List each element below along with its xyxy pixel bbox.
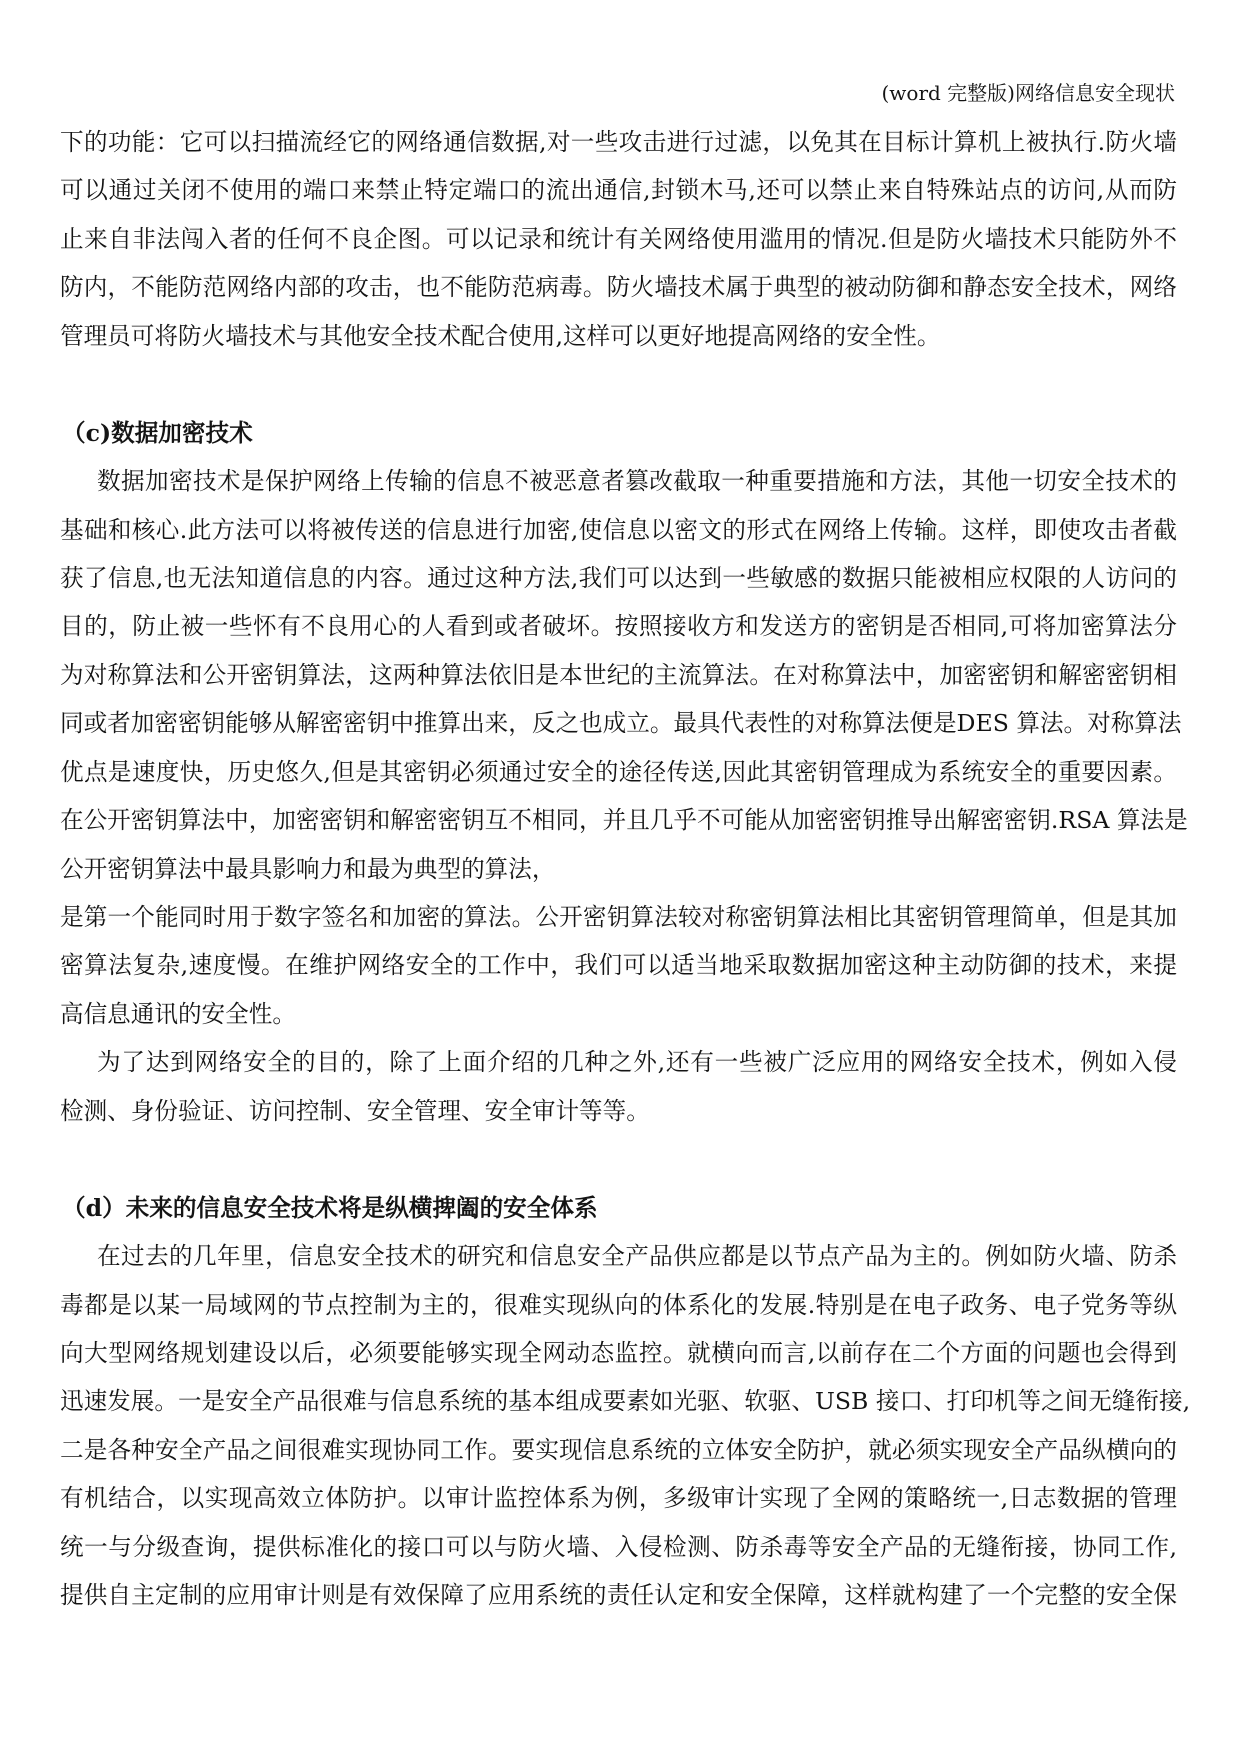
text-line: 管理员可将防火墙技术与其他安全技术配合使用,这样可以更好地提高网络的安全性。 bbox=[60, 321, 941, 350]
text-line: 数据加密技术是保护网络上传输的信息不被恶意者篡改截取一种重要措施和方法，其他一切安全技术的 bbox=[97, 467, 1177, 496]
text-line: 二是各种安全产品之间很难实现协同工作。要实现信息系统的立体安全防护，就必须实现安全产品纵横向的 bbox=[60, 1435, 1177, 1464]
text-line: 向大型网络规划建设以后，必须要能够实现全网动态监控。就横向而言,以前存在二个方面的问题也会得到 bbox=[60, 1338, 1177, 1367]
text-line: 检测、身份验证、访问控制、安全管理、安全审计等等。 bbox=[60, 1096, 650, 1125]
text-line: 在过去的几年里，信息安全技术的研究和信息安全产品供应都是以节点产品为主的。例如防火墙、防杀 bbox=[97, 1242, 1177, 1271]
text-line: 公开密钥算法中最具影响力和最为典型的算法， bbox=[60, 854, 556, 883]
text-line: 是第一个能同时用于数字签名和加密的算法。公开密钥算法较对称密钥算法相比其密钥管理简单，但是其加 bbox=[60, 903, 1177, 931]
text-line: 在公开密钥算法中，加密密钥和解密密钥互不相同，并且几乎不可能从加密密钥推导出解密密钥.RSA 算法是 bbox=[60, 806, 1188, 835]
text-line: 统一与分级查询，提供标准化的接口可以与防火墙、入侵检测、防杀毒等安全产品的无缝衔接，协同工作, bbox=[60, 1532, 1177, 1561]
text-line: 为对称算法和公开密钥算法，这两种算法依旧是本世纪的主流算法。在对称算法中，加密密钥和解密密钥相 bbox=[60, 660, 1177, 689]
text-line: 目的，防止被一些怀有不良用心的人看到或者破坏。按照接收方和发送方的密钥是否相同,可将加密算法分 bbox=[60, 612, 1177, 641]
text-line: 有机结合，以实现高效立体防护。以审计监控体系为例，多级审计实现了全网的策略统一,日志数据的管理 bbox=[60, 1484, 1177, 1513]
section-c-paragraph-3 bbox=[60, 1038, 1177, 1135]
text-line: 迅速发展。一是安全产品很难与信息系统的基本组成要素如光驱、软驱、USB 接口、打印机等之间无缝衔接, bbox=[60, 1387, 1191, 1416]
paragraph-spacer bbox=[60, 1135, 1177, 1183]
text-line: 为了达到网络安全的目的，除了上面介绍的几种之外,还有一些被广泛应用的网络安全技术，例如入侵 bbox=[97, 1048, 1177, 1077]
page-header-title: (word 完整版)网络信息安全现状 bbox=[881, 81, 1175, 105]
text-line: 同或者加密密钥能够从解密密钥中推算出来，反之也成立。最具代表性的对称算法便是DES 算法。对称算法 bbox=[60, 709, 1182, 738]
text-line: 止来自非法闯入者的任何不良企图。可以记录和统计有关网络使用滥用的情况.但是防火墙技术只能防外不 bbox=[60, 224, 1177, 253]
text-line: 防内，不能防范网络内部的攻击，也不能防范病毒。防火墙技术属于典型的被动防御和静态安全技术，网络 bbox=[60, 273, 1177, 302]
text-line: 下的功能：它可以扫描流经它的网络通信数据,对一些攻击进行过滤，以免其在目标计算机上被执行.防火墙 bbox=[60, 128, 1177, 156]
text-line: 基础和核心.此方法可以将被传送的信息进行加密,使信息以密文的形式在网络上传输。这样，即使攻击者截 bbox=[60, 515, 1177, 544]
section-c bbox=[60, 409, 1188, 1136]
text-line: 可以通过关闭不使用的端口来禁止特定端口的流出通信,封锁木马,还可以禁止来自特殊站点的访问,从而防 bbox=[60, 176, 1177, 205]
intro-paragraph bbox=[60, 118, 1177, 360]
text-line: 优点是速度快，历史悠久,但是其密钥必须通过安全的途径传送,因此其密钥管理成为系统安全的重要因素。 bbox=[60, 757, 1177, 786]
section-c-paragraph-2 bbox=[60, 893, 1177, 1038]
text-line: 提供自主定制的应用审计则是有效保障了应用系统的责任认定和安全保障，这样就构建了一个完整的安全保 bbox=[60, 1581, 1177, 1610]
section-c-heading: （c)数据加密技术 bbox=[62, 418, 253, 447]
section-d-paragraph-1 bbox=[60, 1232, 1191, 1620]
section-d-heading: （d）未来的信息安全技术将是纵横捭阖的安全体系 bbox=[62, 1193, 598, 1222]
section-c-paragraph-1 bbox=[60, 457, 1188, 893]
text-line: 高信息通讯的安全性。 bbox=[60, 999, 296, 1028]
section-d bbox=[60, 1184, 1191, 1620]
text-line: 获了信息,也无法知道信息的内容。通过这种方法,我们可以达到一些敏感的数据只能被相应权限的人访问的 bbox=[60, 563, 1177, 592]
text-line: 密算法复杂,速度慢。在维护网络安全的工作中，我们可以适当地采取数据加密这种主动防御的技术，来提 bbox=[60, 951, 1177, 980]
text-line: 毒都是以某一局域网的节点控制为主的，很难实现纵向的体系化的发展.特别是在电子政务、电子党务等纵 bbox=[60, 1290, 1177, 1319]
document-body bbox=[60, 118, 1191, 1620]
paragraph-spacer bbox=[60, 360, 1177, 408]
